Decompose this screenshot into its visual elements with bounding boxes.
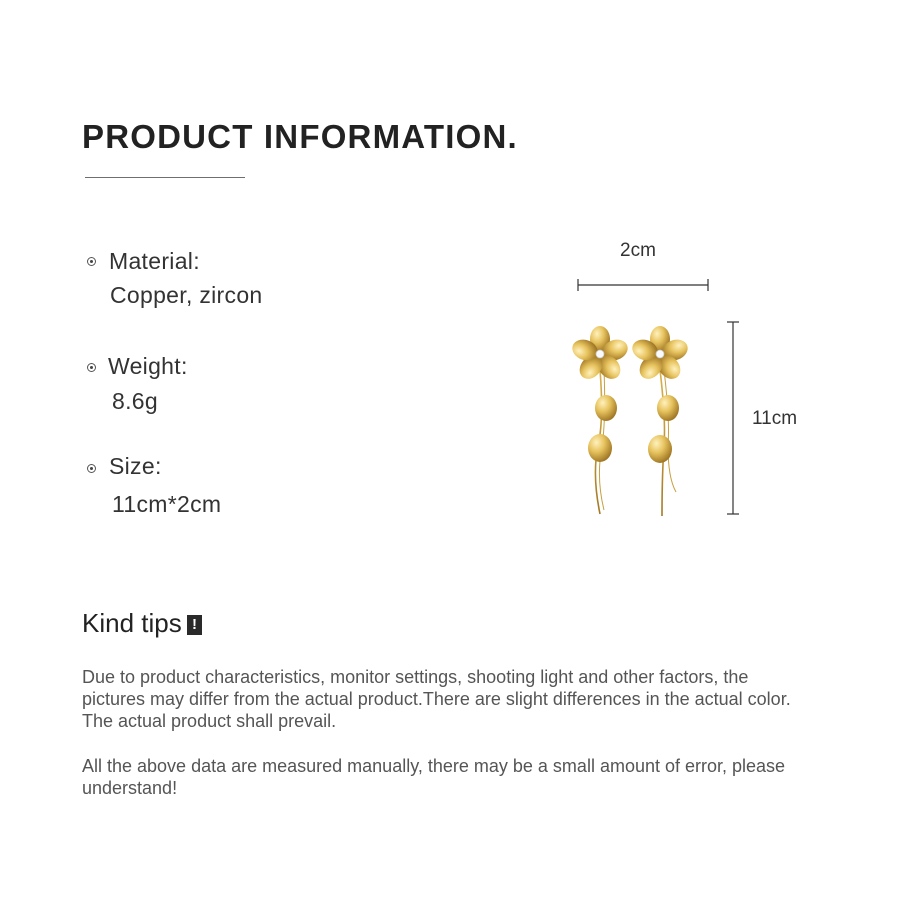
width-dimension-line — [578, 279, 708, 291]
material-bullet-icon — [87, 257, 96, 266]
weight-value: 8.6g — [112, 388, 158, 414]
width-dimension-label: 2cm — [620, 240, 656, 261]
material-label: Material: — [109, 248, 200, 274]
weight-label: Weight: — [108, 353, 188, 379]
height-dimension-line — [727, 322, 739, 514]
page-title: PRODUCT INFORMATION. — [82, 118, 518, 155]
tips-paragraph-2: All the above data are measured manually, there may be a small amount of error, please understand! — [82, 756, 786, 798]
size-value: 11cm*2cm — [112, 491, 222, 517]
kind-tips-title: Kind tips — [82, 608, 182, 638]
material-value: Copper, zircon — [110, 282, 263, 308]
weight-bullet-icon — [87, 363, 96, 372]
exclamation-icon: ! — [187, 615, 202, 635]
tips-paragraph-1: Due to product characteristics, monitor settings, shooting light and other factors, the pictures may differ from the actual product.There are slight differences in the actual color. The actual product shall prevail. — [82, 667, 791, 731]
height-dimension-label: 11cm — [752, 408, 798, 429]
size-bullet-icon — [87, 464, 96, 473]
size-label: Size: — [109, 453, 162, 479]
title-underline — [85, 177, 245, 178]
left-earring — [569, 326, 630, 514]
earrings-product-image — [560, 270, 760, 530]
right-earring — [629, 326, 690, 516]
